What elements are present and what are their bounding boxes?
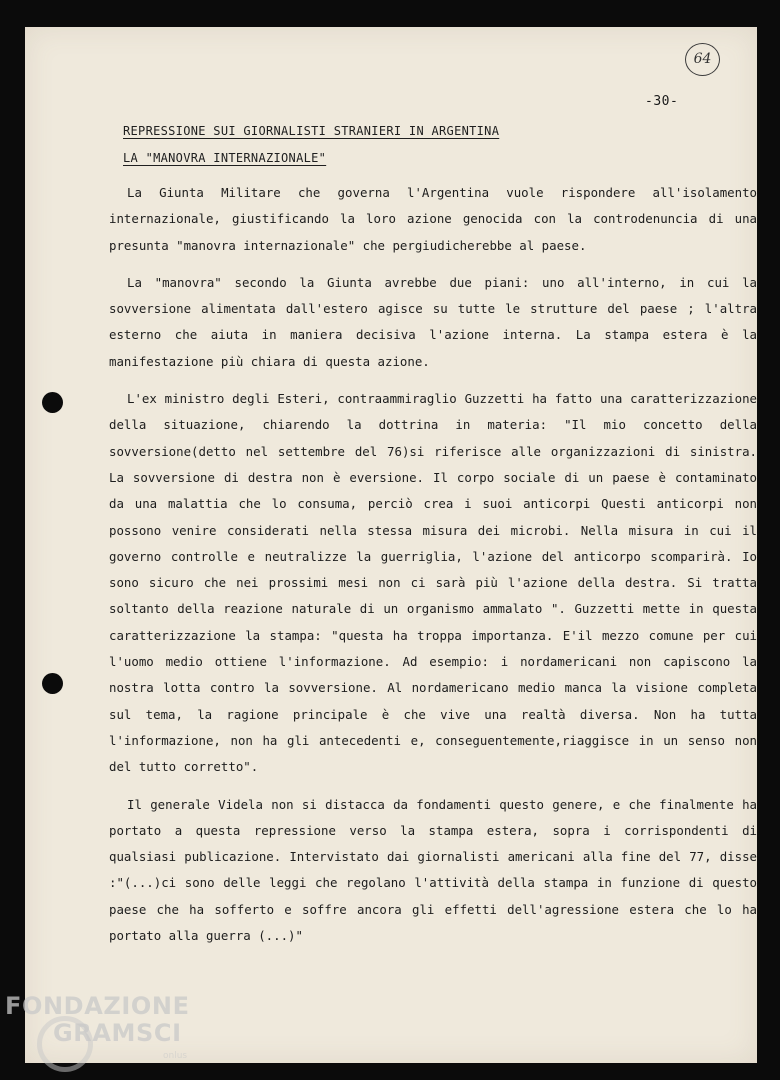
- watermark-ring-icon: [37, 1016, 93, 1072]
- watermark-line1: FONDAZIONE: [5, 992, 190, 1020]
- document-title: REPRESSIONE SUI GIORNALISTI STRANIERI IN ARGENTINA: [123, 124, 500, 138]
- paragraph-1: La Giunta Militare che governa l'Argentina vuole rispondere all'isolamento internazionale, giustificando la loro azione genocida con la controdenuncia di una presunta "manovra internazionale" che pergiudicherebbe al paese.: [109, 185, 757, 253]
- body-text: [109, 180, 757, 960]
- punch-hole-bottom: [42, 673, 63, 694]
- document-page: [25, 27, 757, 1063]
- paragraph-4: Il generale Videla non si distacca da fondamenti questo genere, e che finalmente ha portato a questa repressione verso la stampa estera, sopra i corrispondenti di qualsiasi publicazione. Intervistato dai giornalisti americani alla fine del 77, disse :"(...)ci sono delle leggi che regolano l'attività della stampa in funzione di questo paese che ha sofferto e soffre ancora gli effetti dell'agressione estera che lo ha portato alla guerra (...)": [109, 796, 757, 944]
- foundation-watermark: [5, 992, 190, 1061]
- punch-hole-top: [42, 392, 63, 413]
- page-number: -30-: [645, 94, 679, 109]
- watermark-line3: onlus: [163, 1051, 188, 1061]
- paragraph-3: L'ex ministro degli Esteri, contraammiraglio Guzzetti ha fatto una caratterizzazione della situazione, chiarendo la dottrina in materia: "Il mio concetto della sovversione(detto nel settembre del 76)si riferisce alle organizzazioni di sinistra. La sovversione di destra non è eversione. Il corpo sociale di un paese è contaminato da una malattia che lo consuma, perciò crea i suoi anticorpi Questi anticorpi non possono venire considerati nella stessa misura dei microbi. Nella misura in cui il governo controlle e neutralizze la guerriglia, l'azione del anticorpo scomparirà. Io sono sicuro che nei prossimi mesi non ci sarà più l'azione della destra. Si tratta soltanto della reazione naturale di un organismo ammalato ". Guzzetti mette in questa caratterizzazione la stampa: "questa ha troppa importanza. E'il mezzo comune per cui l'uomo medio ottiene l'informazione. Ad esempio: i nordamericani non capiscono la nostra lotta contro la sovversione. Al nordamericano medio manca la visione completa sul tema, la ragione principale è che vive una realtà diversa. Non ha tutta l'informazione, non ha gli antecedenti e, conseguentemente,riaggisce in un senso non del tutto corretto".: [109, 391, 757, 775]
- watermark-line2: GRAMSCI: [53, 1019, 182, 1047]
- paragraph-2: La "manovra" secondo la Giunta avrebbe due piani: uno all'interno, in cui la sovversione alimentata dall'estero agisce su tutte le strutture del paese ; l'altra esterno che aiuta in maniera decisiva l'azione interna. La stampa estera è la manifestazione più chiara di questa azione.: [109, 274, 757, 369]
- document-subtitle: LA "MANOVRA INTERNAZIONALE": [123, 151, 327, 165]
- archive-number-stamp: 64: [685, 43, 720, 76]
